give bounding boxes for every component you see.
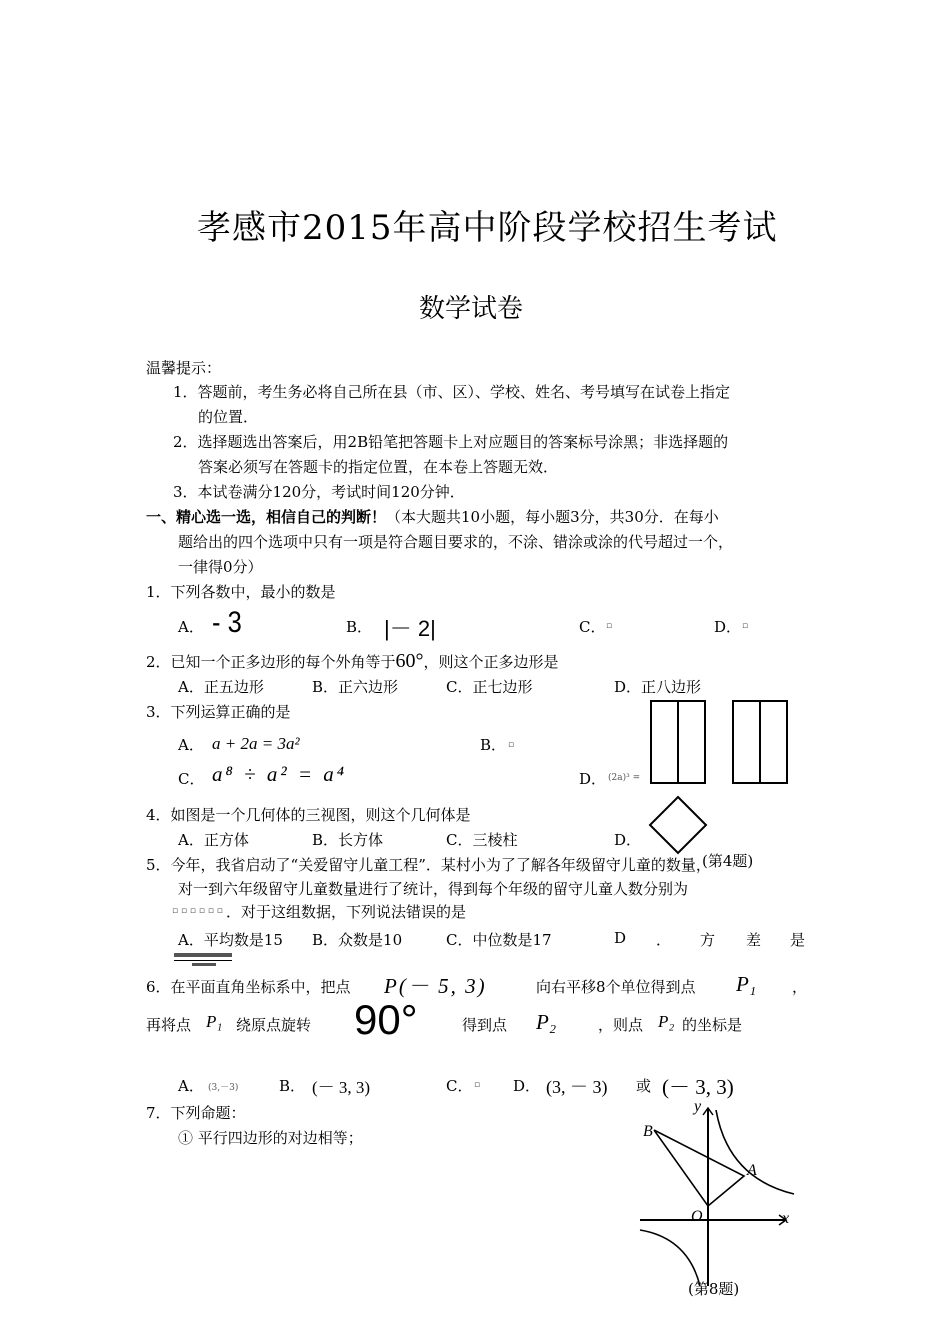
q6-option-d-or: 或 <box>636 1077 652 1095</box>
q5-option-d-5: 是 <box>790 931 806 949</box>
q4-option-a: A．正方体 <box>178 831 249 849</box>
q4-option-b: B．长方体 <box>312 831 384 849</box>
q3-option-d-label: D． <box>579 770 607 788</box>
q6-option-c-label: C． <box>446 1077 473 1095</box>
tip-2-line-1: 2．选择题选出答案后，用2B铅笔把答题卡上对应题目的答案标号涂黑；非选择题的 <box>173 433 729 451</box>
q2-option-c: C．正七边形 <box>446 678 533 696</box>
q1-stem: 1．下列各数中，最小的数是 <box>146 583 336 601</box>
q6-line-2-p1: P₁ <box>206 1012 223 1031</box>
q2-option-d: D．正八边形 <box>614 678 702 696</box>
q1-option-d-label: D． <box>714 618 742 636</box>
q6-stem-c: ， <box>792 978 808 996</box>
q6-line-2-p2: P₂ <box>658 1012 675 1031</box>
front-view-divider <box>677 700 679 784</box>
q2-stem-a: 2．已知一个正多边形的每个外角等于 <box>146 653 396 671</box>
q5-option-d-3: 方 <box>700 931 716 949</box>
section-1-heading: 一、精心选一选，相信自己的判断！ <box>146 508 387 526</box>
q6-option-c-image: ▫ <box>474 1080 481 1090</box>
top-view-diamond <box>646 794 710 856</box>
page-subtitle: 数学试卷 <box>419 294 524 324</box>
q6-option-d-value-1: (3, － 3) <box>546 1077 608 1097</box>
fig8-label-y: y <box>694 1098 702 1115</box>
q1-option-b-value: |－ 2| <box>384 616 436 641</box>
q6-line-2-d: ，则点 <box>598 1016 644 1034</box>
q4-stem: 4．如图是一个几何体的三视图，则这个几何体是 <box>146 806 471 824</box>
q6-point-p2: P₂ <box>536 1010 557 1034</box>
q5-option-d-1: D <box>614 929 627 947</box>
q6-option-b-value: (－ 3, 3) <box>312 1078 371 1097</box>
section-1-note-line-3: 一律得0分） <box>178 558 263 576</box>
q5-option-d-4: 差 <box>746 931 762 949</box>
fig8-label-a: A <box>747 1162 757 1179</box>
q3-option-c-value: a⁸ ÷ a² = a⁴ <box>212 762 348 786</box>
q6-line-2-b: 绕原点旋转 <box>236 1016 312 1034</box>
q6-point-p: P(－ 5, 3) <box>384 974 487 998</box>
q3-option-c-label: C． <box>178 770 205 788</box>
q6-line-2-a: 再将点 <box>146 1016 192 1034</box>
figure-4-caption: (第4题) <box>702 852 754 870</box>
section-1-note: （本大题共10小题，每小题3分，共30分．在每小 <box>386 508 719 526</box>
q1-option-d-image: ▫ <box>742 621 749 631</box>
q1-option-c-image: ▫ <box>606 621 613 631</box>
q5-line-2: 对一到六年级留守儿童数量进行了统计，得到每个年级的留守儿童人数分别为 <box>178 880 689 898</box>
q6-option-d-label: D． <box>513 1077 541 1095</box>
q5-line-1: 5．今年，我省启动了“关爱留守儿童工程”．某村小为了了解各年级留守儿童的数量， <box>146 856 711 874</box>
q3-stem: 3．下列运算正确的是 <box>146 703 291 721</box>
side-view-divider <box>759 700 761 784</box>
triangle-oab <box>654 1130 744 1206</box>
q5-option-b: B．众数是10 <box>312 931 403 949</box>
figure-8-graph <box>636 1098 796 1288</box>
q4-option-d: D． <box>614 831 642 849</box>
q6-stem-b: 向右平移8个单位得到点 <box>536 978 696 996</box>
tips-heading: 温馨提示： <box>146 359 222 377</box>
q5-data-image: ▫ ▫ ▫ ▫ ▫ ▫ <box>172 906 223 916</box>
q6-option-b-label: B． <box>279 1077 306 1095</box>
page-title: 孝感市2015年高中阶段学校招生考试 <box>197 208 778 248</box>
section-1-header <box>146 506 719 527</box>
hyperbola-branch-q1 <box>716 1110 794 1194</box>
q5-option-c: C．中位数是17 <box>446 931 552 949</box>
q3-option-d-value: (2a)³ = <box>608 773 641 783</box>
tip-3: 3．本试卷满分120分，考试时间120分钟． <box>173 483 465 501</box>
q4-option-c: C．三棱柱 <box>446 831 518 849</box>
q6-line-2-e: 的坐标是 <box>682 1016 743 1034</box>
q6-line-2-c: 得到点 <box>462 1016 508 1034</box>
figure-8-caption: (第8题) <box>688 1280 740 1298</box>
q6-option-d-value-2: (－ 3, 3) <box>662 1075 734 1099</box>
q2-stem <box>146 650 559 673</box>
q1-option-a-label: A． <box>178 618 204 636</box>
q6-rotation-angle: 90° <box>354 996 418 1043</box>
q7-stem: 7．下列命题： <box>146 1104 246 1122</box>
fig8-label-o: O <box>691 1208 703 1225</box>
q1-option-c-label: C． <box>579 618 606 636</box>
section-1-note-line-2: 题给出的四个选项中只有一项是符合题目要求的，不涂、错涂或涂的代号超过一个， <box>178 533 734 551</box>
q5-option-a: A．平均数是15 <box>178 931 283 949</box>
q6-option-a-value: (3,－3) <box>208 1083 239 1093</box>
q6-option-a-label: A． <box>178 1077 204 1095</box>
q5-line-3: ．对于这组数据，下列说法错误的是 <box>226 903 467 921</box>
tip-2-line-2: 答案必须写在答题卡的指定位置，在本卷上答题无效． <box>198 458 559 476</box>
q2-angle: 60° <box>395 650 424 672</box>
q2-option-a: A．正五边形 <box>178 678 264 696</box>
q7-item-1: ① 平行四边形的对边相等； <box>178 1129 363 1147</box>
q3-option-a-label: A． <box>178 736 204 754</box>
q1-option-a-value: - 3 <box>212 606 242 639</box>
q6-point-p1: P₁ <box>736 972 757 996</box>
q5-option-d-2: ． <box>656 931 672 949</box>
tip-1-line-1: 1．答题前，考生务必将自己所在县（市、区）、学校、姓名、考号填写在试卷上指定 <box>173 383 731 401</box>
fig8-label-x: x <box>782 1210 790 1227</box>
fig8-label-b: B <box>643 1123 653 1140</box>
q2-option-b: B．正六边形 <box>312 678 399 696</box>
q3-option-a-value: a + 2a = 3a² <box>212 734 300 753</box>
tip-1-line-2: 的位置． <box>198 408 259 426</box>
q6-stem-a: 6．在平面直角坐标系中，把点 <box>146 978 351 996</box>
q2-stem-b: ，则这个正多边形是 <box>423 653 559 671</box>
q5-variance-image <box>172 950 236 970</box>
q1-option-b-label: B． <box>346 618 373 636</box>
q3-option-b-image: ▫ <box>508 740 515 750</box>
q3-option-b-label: B． <box>480 736 507 754</box>
